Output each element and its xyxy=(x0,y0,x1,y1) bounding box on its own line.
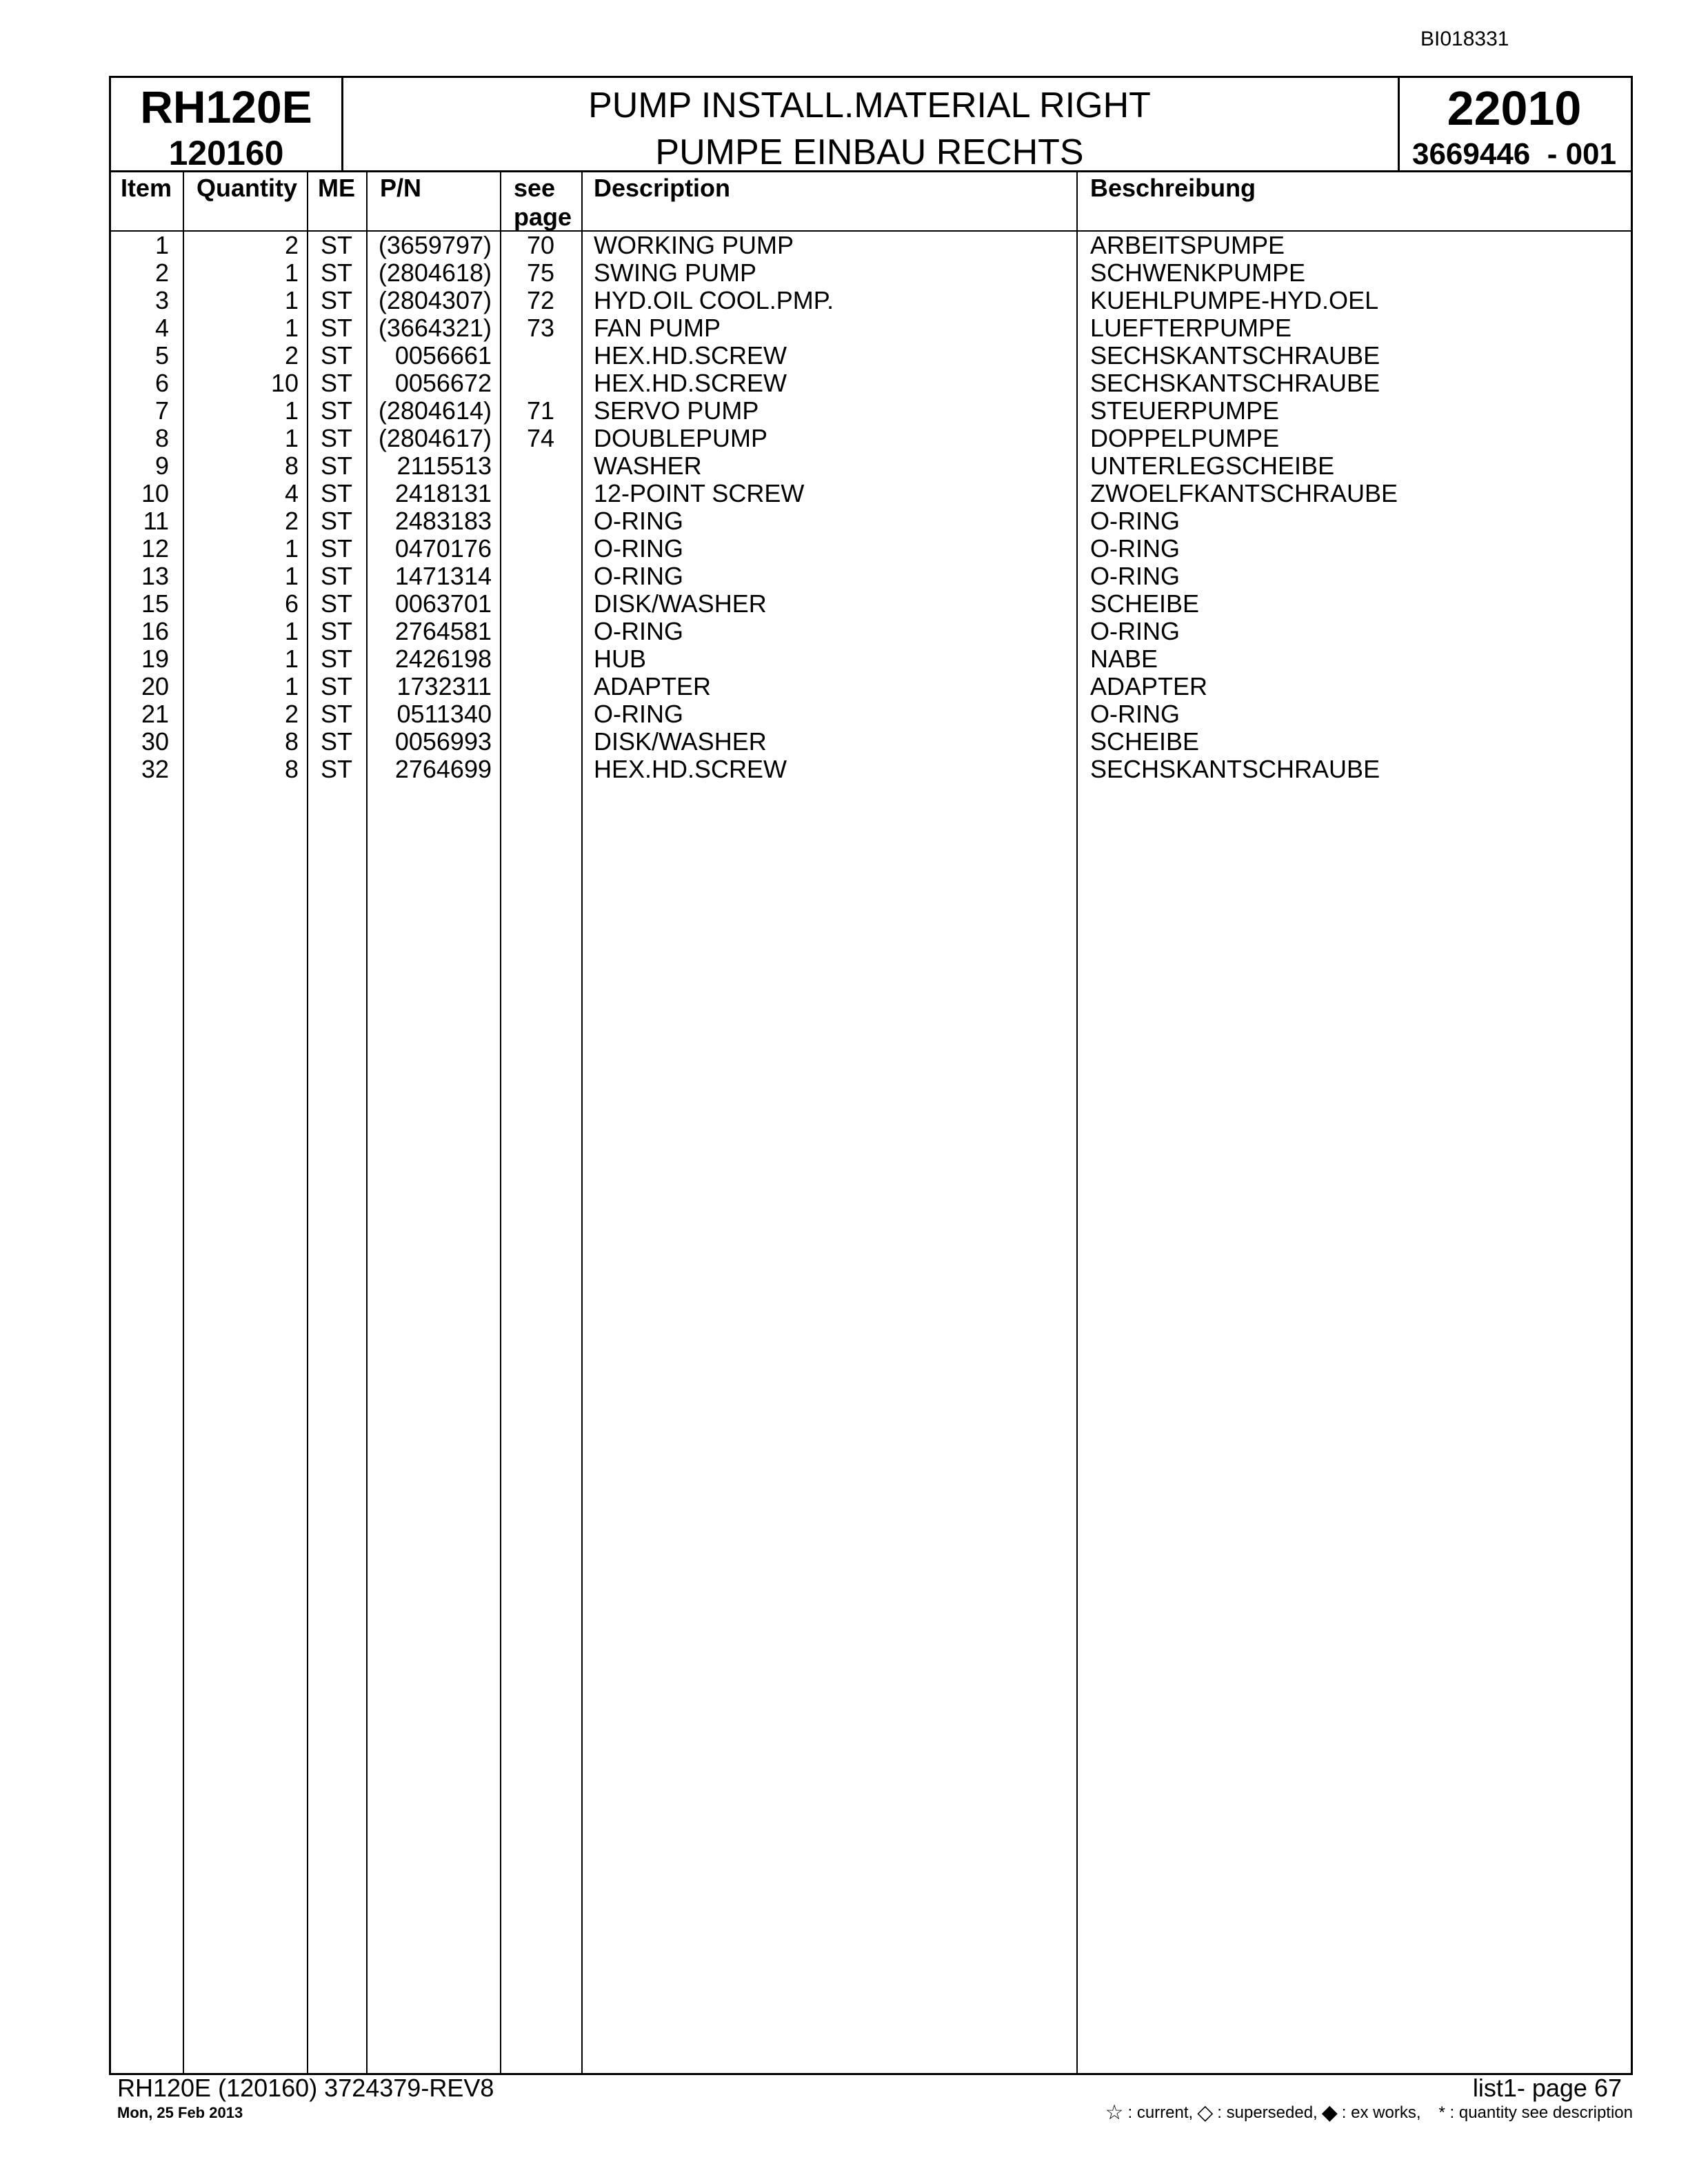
cell-see-page: 75 xyxy=(526,259,555,287)
cell-description: SERVO PUMP xyxy=(594,396,759,425)
cell-quantity: 1 xyxy=(284,396,299,425)
cell-see-page: 74 xyxy=(526,424,555,452)
table-row xyxy=(111,314,1631,342)
cell-pn: 2426198 xyxy=(394,645,492,673)
cell-description: O-RING xyxy=(594,700,683,728)
cell-quantity: 1 xyxy=(284,672,299,700)
col-header-description: Description xyxy=(594,174,731,202)
cell-item: 1 xyxy=(154,231,169,259)
cell-item: 30 xyxy=(141,727,169,756)
footer-page: list1- page 67 xyxy=(1472,2074,1622,2102)
cell-pn: 0511340 xyxy=(396,700,492,728)
cell-me: ST xyxy=(320,286,352,314)
footer-date: Mon, 25 Feb 2013 xyxy=(117,2104,243,2121)
col-header-pn: P/N xyxy=(380,174,422,202)
cell-me: ST xyxy=(320,341,352,370)
cell-pn: (3659797) xyxy=(378,231,492,259)
table-row xyxy=(111,700,1631,728)
cell-item: 8 xyxy=(154,424,169,452)
cell-pn: (2804617) xyxy=(378,424,492,452)
cell-me: ST xyxy=(320,314,352,342)
cell-me: ST xyxy=(320,479,352,507)
cell-quantity: 2 xyxy=(284,341,299,370)
cell-item: 32 xyxy=(141,755,169,783)
cell-item: 10 xyxy=(141,479,169,507)
cell-me: ST xyxy=(320,727,352,756)
cell-pn: 0063701 xyxy=(394,589,492,618)
footer-reference: RH120E (120160) 3724379-REV8 xyxy=(117,2074,494,2102)
table-row xyxy=(111,452,1631,480)
cell-pn: 0056661 xyxy=(394,341,492,370)
cell-me: ST xyxy=(320,589,352,618)
cell-see-page: 71 xyxy=(526,396,555,425)
cell-quantity: 2 xyxy=(284,507,299,535)
cell-pn: 0470176 xyxy=(394,534,492,563)
table-row xyxy=(111,397,1631,425)
table-row xyxy=(111,590,1631,618)
cell-description: DISK/WASHER xyxy=(594,589,767,618)
col-header-quantity: Quantity xyxy=(197,174,298,202)
col-header-item: Item xyxy=(121,174,172,202)
cell-quantity: 1 xyxy=(284,314,299,342)
cell-item: 2 xyxy=(154,259,169,287)
cell-me: ST xyxy=(320,369,352,397)
cell-description: HEX.HD.SCREW xyxy=(594,755,787,783)
model-cell xyxy=(111,78,343,170)
cell-quantity: 10 xyxy=(270,369,299,397)
document-number: 3669446 - 001 xyxy=(1411,137,1617,171)
cell-me: ST xyxy=(320,507,352,535)
table-row xyxy=(111,507,1631,535)
star-outline-icon: ☆ xyxy=(1105,2101,1124,2124)
diamond-filled-icon: ◆ xyxy=(1321,2101,1338,2124)
table-row xyxy=(111,756,1631,783)
cell-description: 12-POINT SCREW xyxy=(594,479,805,507)
cell-description: O-RING xyxy=(594,562,683,590)
cell-description: DOUBLEPUMP xyxy=(594,424,768,452)
cell-beschreibung: ZWOELFKANTSCHRAUBE xyxy=(1090,479,1398,507)
cell-item: 13 xyxy=(141,562,169,590)
cell-beschreibung: O-RING xyxy=(1090,562,1180,590)
cell-quantity: 8 xyxy=(284,755,299,783)
cell-see-page: 73 xyxy=(526,314,555,342)
cell-description: SWING PUMP xyxy=(594,259,757,287)
cell-me: ST xyxy=(320,231,352,259)
col-header-beschreibung: Beschreibung xyxy=(1090,174,1256,202)
cell-beschreibung: DOPPELPUMPE xyxy=(1090,424,1280,452)
document-id: BI018331 xyxy=(1420,28,1509,50)
cell-quantity: 8 xyxy=(284,452,299,480)
cell-me: ST xyxy=(320,700,352,728)
cell-beschreibung: ARBEITSPUMPE xyxy=(1090,231,1285,259)
cell-see-page: 70 xyxy=(526,231,555,259)
cell-quantity: 1 xyxy=(284,617,299,645)
cell-pn: (2804307) xyxy=(378,286,492,314)
title-english: PUMP INSTALL.MATERIAL RIGHT xyxy=(588,85,1151,125)
cell-description: HUB xyxy=(594,645,647,673)
cell-beschreibung: ADAPTER xyxy=(1090,672,1208,700)
group-cell xyxy=(1398,78,1631,170)
col-header-see-page: see page xyxy=(514,174,572,231)
cell-me: ST xyxy=(320,645,352,673)
parts-table xyxy=(109,172,1633,2075)
cell-pn: 2764581 xyxy=(394,617,492,645)
table-row xyxy=(111,480,1631,507)
cell-quantity: 2 xyxy=(284,231,299,259)
cell-beschreibung: KUEHLPUMPE-HYD.OEL xyxy=(1090,286,1379,314)
cell-me: ST xyxy=(320,617,352,645)
cell-beschreibung: UNTERLEGSCHEIBE xyxy=(1090,452,1335,480)
cell-pn: 2115513 xyxy=(396,452,492,480)
cell-description: WORKING PUMP xyxy=(594,231,794,259)
table-row xyxy=(111,370,1631,397)
cell-beschreibung: O-RING xyxy=(1090,534,1180,563)
cell-beschreibung: NABE xyxy=(1090,645,1158,673)
table-row xyxy=(111,259,1631,287)
cell-me: ST xyxy=(320,672,352,700)
cell-description: O-RING xyxy=(594,617,683,645)
cell-description: ADAPTER xyxy=(594,672,712,700)
table-row xyxy=(111,563,1631,590)
cell-beschreibung: LUEFTERPUMPE xyxy=(1090,314,1292,342)
cell-beschreibung: SECHSKANTSCHRAUBE xyxy=(1090,369,1380,397)
legend xyxy=(1105,2103,1633,2123)
cell-me: ST xyxy=(320,424,352,452)
legend-current: : current, xyxy=(1127,2103,1194,2122)
cell-pn: 2764699 xyxy=(394,755,492,783)
cell-pn: (2804614) xyxy=(378,396,492,425)
cell-pn: 0056672 xyxy=(394,369,492,397)
cell-item: 5 xyxy=(154,341,169,370)
cell-beschreibung: O-RING xyxy=(1090,617,1180,645)
cell-me: ST xyxy=(320,452,352,480)
table-row xyxy=(111,673,1631,700)
cell-quantity: 1 xyxy=(284,534,299,563)
legend-ex-works: : ex works, xyxy=(1341,2103,1421,2122)
table-row xyxy=(111,342,1631,370)
cell-pn: 1471314 xyxy=(394,562,492,590)
cell-description: HYD.OIL COOL.PMP. xyxy=(594,286,834,314)
legend-quantity-note: * : quantity see description xyxy=(1438,2103,1633,2122)
cell-item: 15 xyxy=(141,589,169,618)
cell-item: 3 xyxy=(154,286,169,314)
table-row xyxy=(111,535,1631,563)
cell-item: 7 xyxy=(154,396,169,425)
cell-item: 9 xyxy=(154,452,169,480)
cell-item: 21 xyxy=(141,700,169,728)
cell-me: ST xyxy=(320,534,352,563)
cell-description: O-RING xyxy=(594,507,683,535)
cell-beschreibung: SCHEIBE xyxy=(1090,589,1200,618)
cell-pn: 2483183 xyxy=(394,507,492,535)
cell-beschreibung: SCHEIBE xyxy=(1090,727,1200,756)
title-german: PUMPE EINBAU RECHTS xyxy=(655,132,1084,172)
cell-pn: (2804618) xyxy=(378,259,492,287)
table-body xyxy=(111,232,1631,783)
cell-me: ST xyxy=(320,755,352,783)
cell-description: O-RING xyxy=(594,534,683,563)
serial-number: 120160 xyxy=(168,134,284,172)
title-cell xyxy=(341,78,1400,170)
cell-description: HEX.HD.SCREW xyxy=(594,341,787,370)
table-row xyxy=(111,645,1631,673)
cell-description: HEX.HD.SCREW xyxy=(594,369,787,397)
cell-quantity: 2 xyxy=(284,700,299,728)
cell-beschreibung: SECHSKANTSCHRAUBE xyxy=(1090,341,1380,370)
cell-beschreibung: SCHWENKPUMPE xyxy=(1090,259,1306,287)
table-row xyxy=(111,425,1631,452)
table-row xyxy=(111,618,1631,645)
table-row xyxy=(111,728,1631,756)
sheet-header xyxy=(109,76,1633,172)
cell-me: ST xyxy=(320,259,352,287)
cell-pn: 1732311 xyxy=(396,672,492,700)
model-name: RH120E xyxy=(140,81,312,132)
cell-quantity: 1 xyxy=(284,259,299,287)
cell-beschreibung: O-RING xyxy=(1090,507,1180,535)
cell-description: FAN PUMP xyxy=(594,314,721,342)
table-row xyxy=(111,232,1631,259)
table-row xyxy=(111,287,1631,314)
cell-see-page: 72 xyxy=(526,286,555,314)
legend-superseded: : superseded, xyxy=(1217,2103,1318,2122)
cell-me: ST xyxy=(320,562,352,590)
cell-quantity: 1 xyxy=(284,562,299,590)
cell-beschreibung: STEUERPUMPE xyxy=(1090,396,1280,425)
cell-quantity: 1 xyxy=(284,645,299,673)
cell-item: 11 xyxy=(143,507,169,535)
col-header-me: ME xyxy=(318,174,355,202)
cell-beschreibung: SECHSKANTSCHRAUBE xyxy=(1090,755,1380,783)
cell-item: 12 xyxy=(141,534,169,563)
cell-pn: 0056993 xyxy=(394,727,492,756)
cell-pn: (3664321) xyxy=(378,314,492,342)
cell-quantity: 4 xyxy=(284,479,299,507)
cell-item: 4 xyxy=(154,314,169,342)
cell-pn: 2418131 xyxy=(394,479,492,507)
cell-item: 19 xyxy=(141,645,169,673)
cell-description: WASHER xyxy=(594,452,702,480)
cell-quantity: 1 xyxy=(284,286,299,314)
diamond-outline-icon: ◇ xyxy=(1197,2101,1214,2124)
cell-quantity: 8 xyxy=(284,727,299,756)
cell-quantity: 6 xyxy=(284,589,299,618)
cell-me: ST xyxy=(320,396,352,425)
cell-item: 6 xyxy=(154,369,169,397)
cell-description: DISK/WASHER xyxy=(594,727,767,756)
cell-beschreibung: O-RING xyxy=(1090,700,1180,728)
cell-item: 20 xyxy=(141,672,169,700)
group-number: 22010 xyxy=(1447,81,1582,135)
cell-item: 16 xyxy=(141,617,169,645)
cell-quantity: 1 xyxy=(284,424,299,452)
